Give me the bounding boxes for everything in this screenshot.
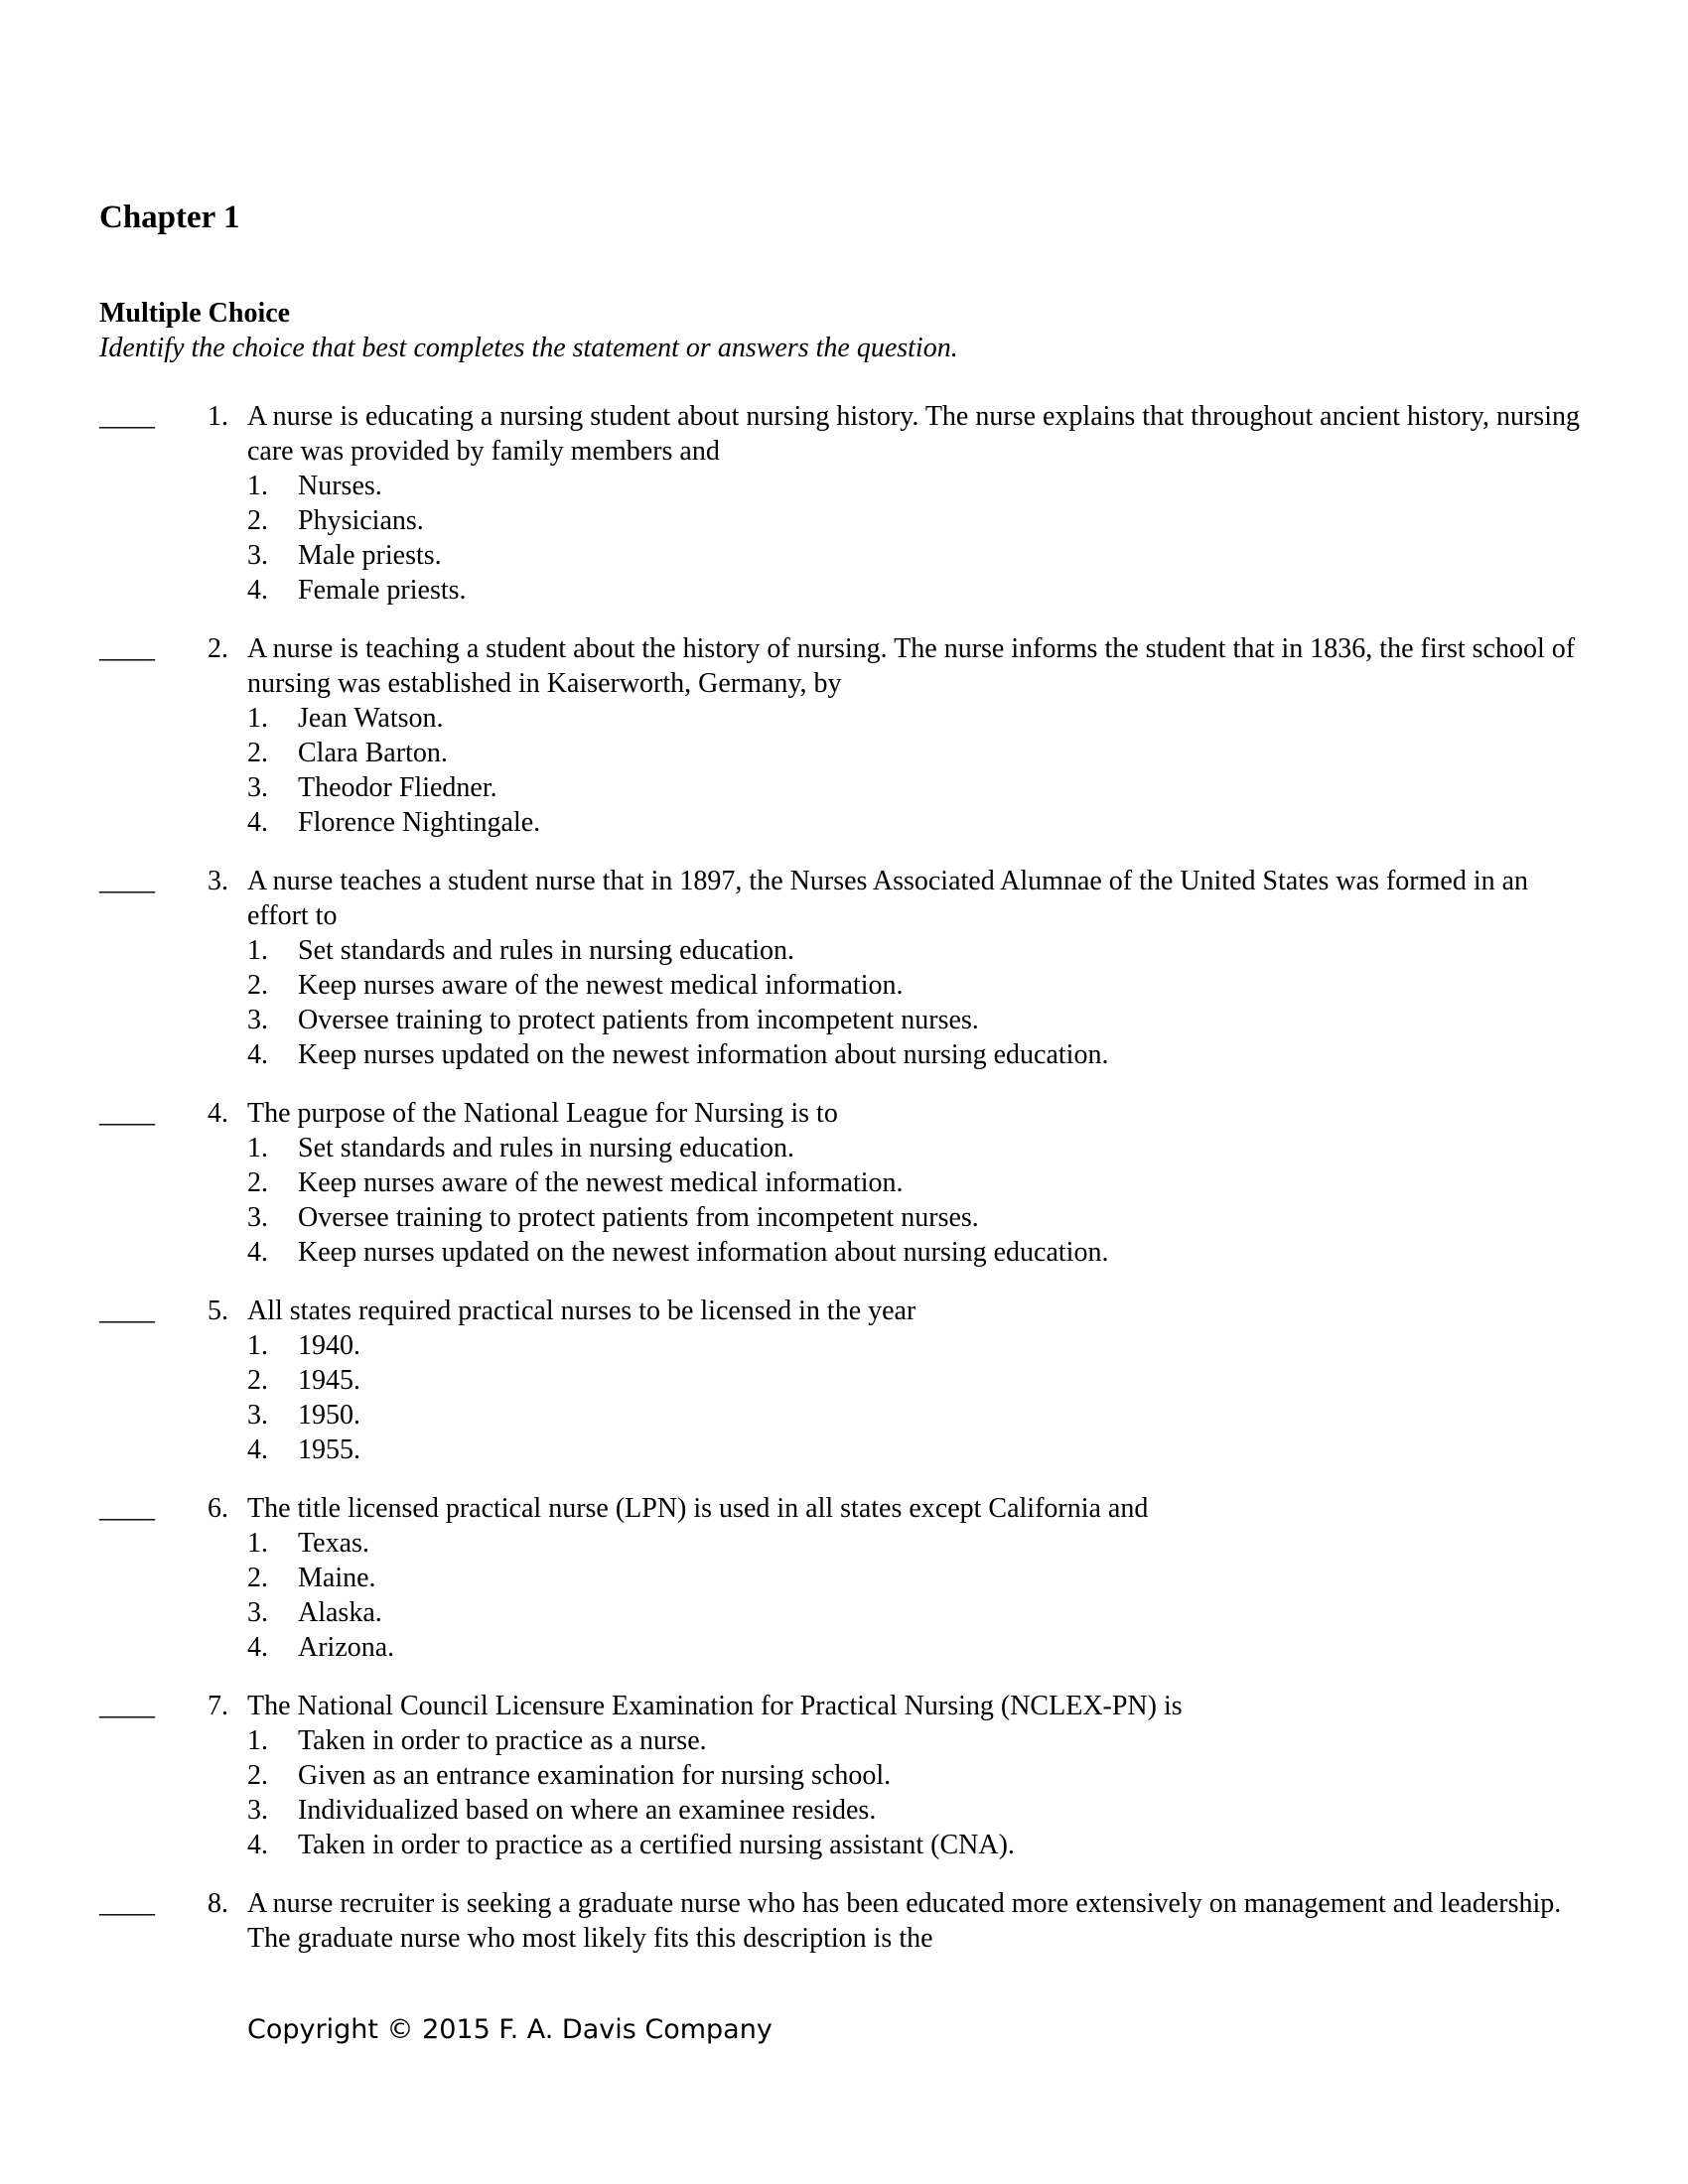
question-list <box>0 399 1688 1979</box>
option-text: Nurses. <box>298 471 382 501</box>
option-text: Set standards and rules in nursing education. <box>298 1133 795 1163</box>
option-text: Keep nurses aware of the newest medical information. <box>298 1167 904 1198</box>
question-text: The National Council Licensure Examination for Practical Nursing (NCLEX-PN) is <box>247 1691 1183 1721</box>
question-text: All states required practical nurses to be licensed in the year <box>247 1296 916 1326</box>
option-text: 1950. <box>298 1400 360 1431</box>
question-number: 2. <box>208 633 228 664</box>
option-list <box>0 469 1688 608</box>
option-number: 2. <box>247 970 268 1001</box>
option-text: Maine. <box>298 1563 376 1593</box>
question-7 <box>0 1689 1688 1862</box>
option-text: Individualized based on where an examinee resides. <box>298 1795 877 1826</box>
option <box>247 1561 1688 1595</box>
option-number: 1. <box>247 935 268 966</box>
option <box>247 1595 1688 1630</box>
question-1 <box>0 399 1688 608</box>
option <box>247 1363 1688 1398</box>
option <box>247 968 1688 1003</box>
option-text: Clara Barton. <box>298 738 448 768</box>
option-number: 3. <box>247 1795 268 1826</box>
option-number: 4. <box>247 1039 268 1070</box>
option <box>247 503 1688 538</box>
answer-blank: ____ <box>99 1296 155 1326</box>
option-number: 1. <box>247 471 268 501</box>
option <box>247 1200 1688 1235</box>
answer-blank: ____ <box>99 1691 155 1721</box>
question-number: 4. <box>208 1098 228 1129</box>
option-list <box>0 1131 1688 1270</box>
option-number: 3. <box>247 1005 268 1035</box>
question-4 <box>0 1096 1688 1270</box>
option-number: 3. <box>247 772 268 803</box>
option-number: 1. <box>247 703 268 734</box>
option-text: Keep nurses updated on the newest information about nursing education. <box>298 1237 1109 1268</box>
answer-blank: ____ <box>99 866 155 896</box>
answer-blank: ____ <box>99 1888 155 1919</box>
copyright-footer: Copyright © 2015 F. A. Davis Company <box>247 2014 773 2045</box>
option <box>247 1235 1688 1270</box>
option-text: Texas. <box>298 1528 369 1559</box>
option-number: 3. <box>247 1597 268 1628</box>
question-text: The purpose of the National League for Nursing is to <box>247 1098 838 1129</box>
option <box>247 469 1688 503</box>
option-list <box>0 1526 1688 1665</box>
option-number: 2. <box>247 1167 268 1198</box>
option <box>247 933 1688 968</box>
option-number: 2. <box>247 1365 268 1396</box>
option-text: Theodor Fliedner. <box>298 772 497 803</box>
option-text: Alaska. <box>298 1597 382 1628</box>
question-3 <box>0 864 1688 1072</box>
option-text: 1940. <box>298 1330 360 1361</box>
option-list <box>0 933 1688 1072</box>
question-text: A nurse recruiter is seeking a graduate nurse who has been educated more extensively on management and leadership. The graduate nurse who most likely fits this description is the <box>247 1888 1562 1954</box>
question-2 <box>0 631 1688 840</box>
answer-blank: ____ <box>99 1098 155 1129</box>
option-text: Set standards and rules in nursing education. <box>298 935 795 966</box>
question-6 <box>0 1491 1688 1665</box>
option-text: 1955. <box>298 1434 360 1465</box>
option-number: 1. <box>247 1133 268 1163</box>
answer-blank: ____ <box>99 633 155 664</box>
option-text: Taken in order to practice as a certified nursing assistant (CNA). <box>298 1830 1015 1860</box>
question-number: 3. <box>208 866 228 896</box>
question-number: 7. <box>208 1691 228 1721</box>
option <box>247 770 1688 805</box>
option-number: 2. <box>247 1563 268 1593</box>
question-5 <box>0 1294 1688 1467</box>
option-text: Florence Nightingale. <box>298 807 541 838</box>
option-number: 3. <box>247 1400 268 1431</box>
chapter-title: Chapter 1 <box>99 200 240 235</box>
option <box>247 1165 1688 1200</box>
option-text: Jean Watson. <box>298 703 444 734</box>
question-text: A nurse is educating a nursing student about nursing history. The nurse explains that throughout ancient history, nursing care was provided by family members and <box>247 401 1580 467</box>
option-text: Oversee training to protect patients from incompetent nurses. <box>298 1005 979 1035</box>
question-number: 5. <box>208 1296 228 1326</box>
option-text: Given as an entrance examination for nursing school. <box>298 1760 892 1791</box>
section-title: Multiple Choice <box>99 298 291 329</box>
answer-blank: ____ <box>99 1493 155 1524</box>
section-instructions: Identify the choice that best completes the statement or answers the question. <box>99 333 958 363</box>
option-number: 4. <box>247 1237 268 1268</box>
option-number: 4. <box>247 1632 268 1663</box>
question-number: 8. <box>208 1888 228 1919</box>
option <box>247 1433 1688 1467</box>
option <box>247 1003 1688 1037</box>
question-text: A nurse is teaching a student about the history of nursing. The nurse informs the student that in 1836, the first school of nursing was established in Kaiserworth, Germany, by <box>247 633 1576 699</box>
question-text: The title licensed practical nurse (LPN) is used in all states except California and <box>247 1493 1149 1524</box>
option-number: 3. <box>247 1202 268 1233</box>
option-number: 2. <box>247 505 268 536</box>
question-number: 6. <box>208 1493 228 1524</box>
question-8 <box>0 1886 1688 1956</box>
option-text: Female priests. <box>298 575 467 606</box>
option-text: Taken in order to practice as a nurse. <box>298 1725 707 1756</box>
option-number: 1. <box>247 1330 268 1361</box>
option-number: 1. <box>247 1725 268 1756</box>
option-list <box>0 701 1688 840</box>
option <box>247 1037 1688 1072</box>
question-text: A nurse teaches a student nurse that in 1897, the Nurses Associated Alumnae of the United States was formed in an effort to <box>247 866 1529 931</box>
option-text: Physicians. <box>298 505 424 536</box>
option <box>247 805 1688 840</box>
option <box>247 736 1688 770</box>
option-number: 4. <box>247 575 268 606</box>
option <box>247 573 1688 608</box>
option <box>247 1630 1688 1665</box>
question-number: 1. <box>208 401 228 432</box>
answer-blank: ____ <box>99 401 155 432</box>
option <box>247 1398 1688 1433</box>
option <box>247 1828 1688 1862</box>
option-text: Male priests. <box>298 540 442 571</box>
option-number: 3. <box>247 540 268 571</box>
option-number: 4. <box>247 1830 268 1860</box>
option-number: 4. <box>247 1434 268 1465</box>
option-text: 1945. <box>298 1365 360 1396</box>
option-text: Keep nurses aware of the newest medical information. <box>298 970 904 1001</box>
option <box>247 1526 1688 1561</box>
option <box>247 1131 1688 1165</box>
option-number: 2. <box>247 1760 268 1791</box>
option <box>247 1758 1688 1793</box>
option-list <box>0 1723 1688 1862</box>
option-number: 2. <box>247 738 268 768</box>
option <box>247 538 1688 573</box>
option <box>247 1723 1688 1758</box>
option-list <box>0 1328 1688 1467</box>
option <box>247 1793 1688 1828</box>
option-text: Oversee training to protect patients from incompetent nurses. <box>298 1202 979 1233</box>
option <box>247 701 1688 736</box>
option-text: Arizona. <box>298 1632 395 1663</box>
option-number: 4. <box>247 807 268 838</box>
option-number: 1. <box>247 1528 268 1559</box>
option <box>247 1328 1688 1363</box>
option-text: Keep nurses updated on the newest information about nursing education. <box>298 1039 1109 1070</box>
